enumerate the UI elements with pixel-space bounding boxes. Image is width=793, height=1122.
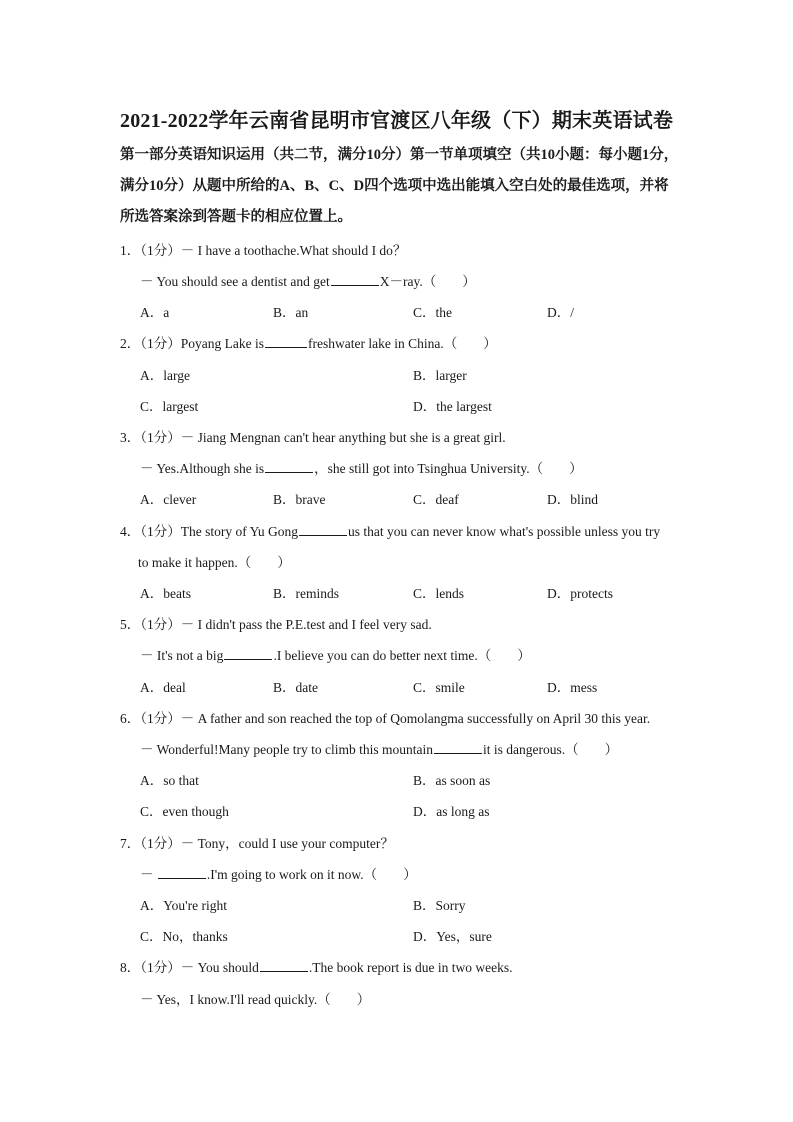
question-7-reply (140, 863, 417, 883)
question-text: － Wonderful!Many people try to climb this mountain (140, 742, 433, 757)
answer-paren-close: ） (569, 461, 583, 476)
question-text: － (140, 867, 154, 882)
option-a: A．large (140, 368, 190, 383)
option-a: A．clever (140, 492, 197, 507)
option-d: D．Yes，sure (413, 929, 492, 944)
option-c: C．even though (140, 804, 229, 819)
section-instructions: 第一部分英语知识运用（共二节，满分10分）第一节单项填空（共10小题：每小题1分，满分10分）从题中所给的A、B、C、D四个选项中选出能填入空白处的最佳选项，并将所选答案涂到答题卡的相应位置上。 (120, 147, 679, 225)
option-b: B．date (273, 680, 318, 695)
question-text: freshwater lake in China.（ (308, 336, 458, 351)
question-2-stem (120, 332, 497, 352)
option-b: B．an (273, 305, 309, 320)
option-a: A．so that (140, 773, 199, 788)
question-text: ，she still got into Tsinghua University.（ (314, 461, 544, 476)
question-1-stem (120, 239, 406, 259)
question-text: .I believe you can do better next time.（ (273, 648, 492, 663)
question-text: 1．（1分）－ I have a toothache.What should I do？ (120, 243, 407, 258)
option-d: D．/ (547, 305, 574, 320)
option-b: B．larger (413, 368, 467, 383)
question-text: it is dangerous.（ (483, 742, 579, 757)
option-c: C．No，thanks (140, 929, 228, 944)
answer-paren-close: ） (604, 742, 619, 757)
question-text: 4．（1分）The story of Yu Gong (120, 524, 298, 539)
question-text: .The book report is due in two weeks. (308, 960, 513, 975)
option-b: B．reminds (273, 586, 339, 601)
question-text: 6．（1分）－ A father and son reached the top of Qomolangma successfully on April 30 this year. (120, 711, 651, 726)
option-d: D．protects (547, 586, 613, 601)
question-3-reply (140, 457, 583, 477)
question-text: X－ray.（ (379, 274, 437, 289)
answer-paren-close: ） (483, 336, 497, 351)
option-b: B．brave (273, 492, 326, 507)
answer-blank (299, 523, 347, 536)
question-text: － It's not a big (140, 648, 224, 663)
answer-paren-close: ） (462, 274, 476, 289)
question-text: 7．（1分）－ Tony，could I use your computer？ (120, 836, 394, 851)
question-5-stem (120, 613, 432, 633)
option-c: C．smile (413, 680, 465, 695)
question-text: 5．（1分）－ I didn't pass the P.E.test and I feel very sad. (120, 617, 432, 632)
option-a: A．beats (140, 586, 191, 601)
question-4-stem (120, 520, 660, 540)
option-c: C．lends (413, 586, 465, 601)
option-d: D．as long as (413, 804, 490, 819)
option-b: B．as soon as (413, 773, 491, 788)
option-a: A．deal (140, 680, 186, 695)
option-a: A．a (140, 305, 170, 320)
question-text: 3．（1分）－ Jiang Mengnan can't hear anything but she is a great girl. (120, 430, 506, 445)
option-b: B．Sorry (413, 898, 466, 913)
question-text: to make it happen.（ (138, 555, 252, 570)
question-7-stem (120, 832, 394, 852)
option-c: C．largest (140, 399, 199, 414)
question-text: 2．（1分）Poyang Lake is (120, 336, 264, 351)
question-8-reply (140, 988, 370, 1008)
page-title: 2021-2022学年云南省昆明市官渡区八年级（下）期末英语试卷 (120, 110, 674, 132)
question-4-stem-continued (138, 551, 291, 571)
question-text: － You should see a dentist and get (140, 274, 330, 289)
question-5-reply (140, 644, 531, 664)
option-d: D．blind (547, 492, 599, 507)
question-8-stem (120, 956, 513, 976)
answer-blank (331, 273, 379, 286)
option-d: D．the largest (413, 399, 492, 414)
option-a: A．You're right (140, 898, 227, 913)
answer-blank (224, 647, 272, 660)
answer-paren-close: ） (356, 992, 371, 1007)
answer-blank (265, 335, 307, 348)
question-3-stem (120, 426, 506, 446)
question-6-reply (140, 738, 618, 758)
answer-blank (265, 460, 313, 473)
question-text: － Yes，I know.I'll read quickly.（ (140, 992, 331, 1007)
question-6-stem (120, 707, 650, 727)
question-1-reply (140, 270, 476, 290)
question-text: － Yes.Although she is (140, 461, 265, 476)
answer-paren-close: ） (403, 867, 417, 882)
option-c: C．deaf (413, 492, 459, 507)
question-text: .I'm going to work on it now.（ (206, 867, 378, 882)
answer-paren-close: ） (277, 555, 291, 570)
question-text: 8．（1分）－ You should (120, 960, 259, 975)
answer-blank (260, 959, 308, 972)
option-d: D．mess (547, 680, 598, 695)
question-text: us that you can never know what's possible unless you try (348, 524, 661, 539)
answer-blank (434, 741, 482, 754)
option-c: C．the (413, 305, 452, 320)
answer-blank (158, 866, 206, 879)
answer-paren-close: ） (517, 648, 531, 663)
